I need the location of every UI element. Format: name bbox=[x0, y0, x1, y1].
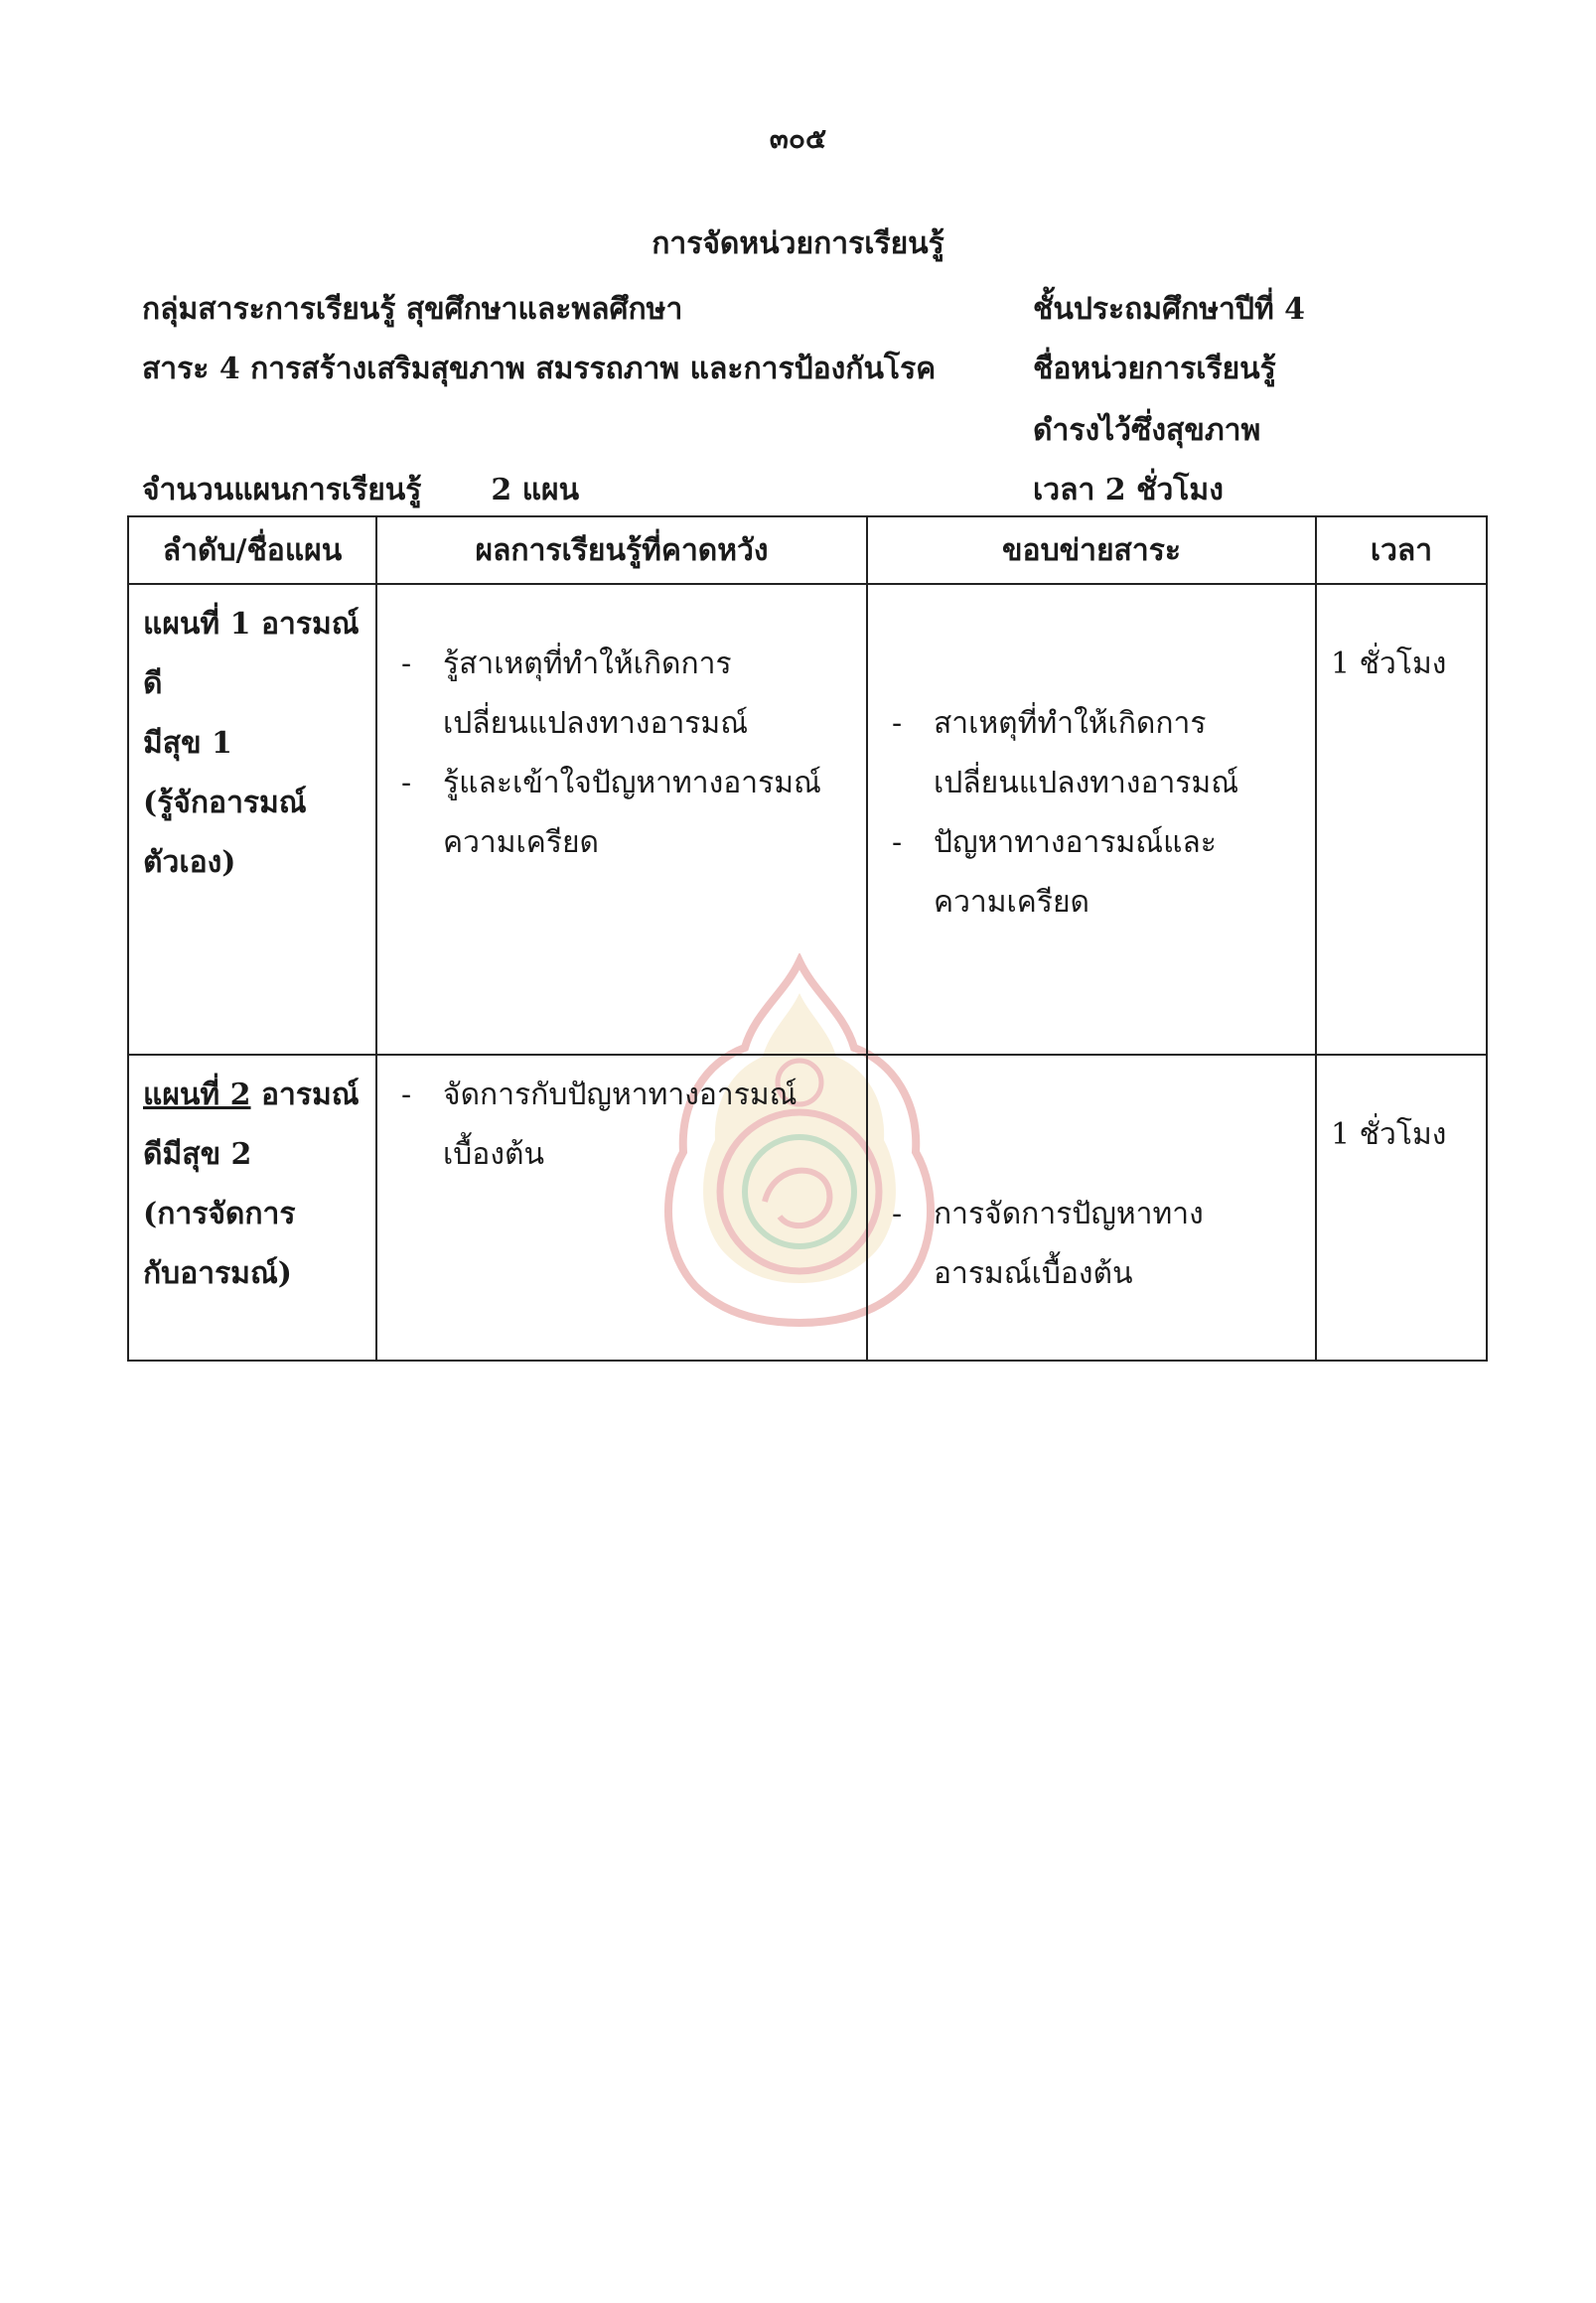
plan-cell bbox=[128, 1055, 376, 1361]
time-cell bbox=[1316, 1055, 1487, 1361]
table-row bbox=[128, 1055, 1487, 1361]
time-value: 1 ชั่วโมง bbox=[1331, 647, 1447, 681]
list-item: - จัดการกับปัญหาทางอารมณ์เบื้องต้น bbox=[391, 1066, 852, 1185]
subject-group-label: กลุ่มสาระการเรียนรู้ สุขศึกษาและพลศึกษา bbox=[142, 292, 683, 327]
outcomes-list bbox=[391, 1066, 852, 1185]
plan-title-line bbox=[143, 1066, 362, 1125]
plan-title-line bbox=[143, 595, 362, 714]
plan-prefix: แผนที่ 1 bbox=[143, 607, 251, 642]
plan-line: กับอารมณ์) bbox=[143, 1256, 292, 1291]
table-row bbox=[128, 584, 1487, 1055]
scope-list bbox=[882, 694, 1301, 933]
time-cell bbox=[1316, 584, 1487, 1055]
plan-line: มีสุข 1 bbox=[143, 726, 232, 761]
plan-line: ดีมีสุข 2 bbox=[143, 1137, 252, 1172]
page-number: ๓๐๕ bbox=[769, 122, 827, 155]
plan-line: ตัวเอง) bbox=[143, 845, 236, 880]
list-item: - ปัญหาทางอารมณ์และความเครียด bbox=[882, 813, 1301, 933]
plan-line: (การจัดการ bbox=[143, 1197, 296, 1231]
plan-count-value: 2 แผน bbox=[491, 473, 580, 507]
plan-line: อารมณ์ดี bbox=[143, 607, 360, 701]
time-label: เวลา 2 ชั่วโมง bbox=[1033, 473, 1224, 507]
list-item: - รู้สาเหตุที่ทำให้เกิดการเปลี่ยนแปลงทางอารมณ์ bbox=[391, 635, 852, 754]
header-outcomes: ผลการเรียนรู้ที่คาดหวัง bbox=[376, 516, 867, 584]
unit-name-value: ดำรงไว้ซึ่งสุขภาพ bbox=[1033, 413, 1261, 448]
list-item: - การจัดการปัญหาทางอารมณ์เบื้องต้น bbox=[882, 1185, 1301, 1304]
learning-unit-table bbox=[127, 515, 1488, 1362]
outcomes-cell bbox=[376, 584, 867, 1055]
list-item: - รู้และเข้าใจปัญหาทางอารมณ์ความเครียด bbox=[391, 754, 852, 873]
plan-count bbox=[142, 467, 579, 513]
plan-prefix: แผนที่ 2 bbox=[143, 1078, 251, 1112]
list-item: - สาเหตุที่ทำให้เกิดการเปลี่ยนแปลงทางอารมณ์ bbox=[882, 694, 1301, 813]
plan-line: อารมณ์ bbox=[260, 1078, 360, 1112]
plan-line: (รู้จักอารมณ์ bbox=[143, 786, 307, 820]
table-header-row bbox=[128, 516, 1487, 584]
scope-cell bbox=[867, 1055, 1316, 1361]
time-value: 1 ชั่วโมง bbox=[1331, 1117, 1447, 1152]
outcomes-cell bbox=[376, 1055, 867, 1361]
page-title: การจัดหน่วยการเรียนรู้ bbox=[652, 226, 944, 261]
grade-label: ชั้นประถมศึกษาปีที่ 4 bbox=[1033, 292, 1306, 327]
header-plan: ลำดับ/ชื่อแผน bbox=[128, 516, 376, 584]
scope-list bbox=[882, 1185, 1301, 1304]
outcomes-list bbox=[391, 635, 852, 873]
header-time: เวลา bbox=[1316, 516, 1487, 584]
unit-name-label: ชื่อหน่วยการเรียนรู้ bbox=[1033, 352, 1276, 386]
plan-count-label: จำนวนแผนการเรียนรู้ bbox=[142, 473, 422, 507]
plan-cell bbox=[128, 584, 376, 1055]
strand-label: สาระ 4 การสร้างเสริมสุขภาพ สมรรถภาพ และการป้องกันโรค bbox=[142, 352, 937, 386]
header-scope: ขอบข่ายสาระ bbox=[867, 516, 1316, 584]
scope-cell bbox=[867, 584, 1316, 1055]
